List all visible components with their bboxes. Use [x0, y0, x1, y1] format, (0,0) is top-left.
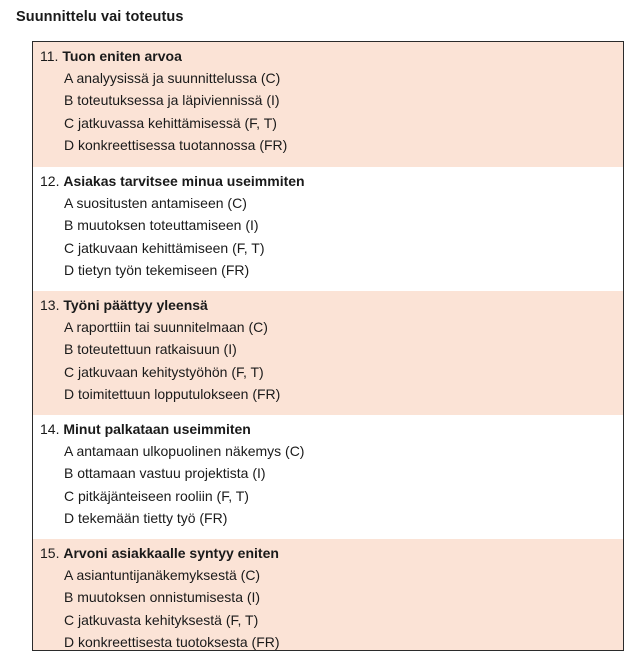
- option-a: A suositusten antamiseen (C): [64, 195, 247, 211]
- question-title: Tuon eniten arvoa: [62, 48, 182, 64]
- option-d: D toimitettuun lopputulokseen (FR): [64, 386, 281, 403]
- question-number: 11.: [40, 48, 59, 64]
- option-c: C jatkuvaan kehittämiseen (F, T): [64, 239, 265, 256]
- option-a: A asiantuntijanäkemyksestä (C): [64, 567, 261, 583]
- question-header: [33, 170, 623, 192]
- option-c: C jatkuvaan kehitystyöhön (F, T): [64, 363, 264, 380]
- option-b: B ottamaan vastuu projektista (I): [64, 465, 266, 482]
- page-title: Suunnittelu vai toteutus: [16, 9, 184, 25]
- question-title: Työni päättyy yleensä: [63, 297, 208, 313]
- option-b: B toteutettuun ratkaisuun (I): [64, 341, 237, 358]
- option-b: B muutoksen onnistumisesta (I): [64, 589, 261, 606]
- question-header: [33, 542, 623, 564]
- option-list: [33, 67, 623, 157]
- question-block-13: [33, 291, 623, 415]
- question-header: [33, 294, 623, 316]
- question-block-14: [33, 415, 623, 539]
- option-b: B muutoksen toteuttamiseen (I): [64, 217, 259, 234]
- option-list: [33, 440, 623, 530]
- question-number: 12.: [40, 173, 60, 189]
- question-table: [32, 41, 624, 651]
- question-number: 14.: [40, 421, 60, 437]
- question-block-15: [33, 539, 623, 650]
- question-block-11: [33, 42, 623, 167]
- option-b: B toteutuksessa ja läpiviennissä (I): [64, 92, 280, 109]
- option-d: D tietyn työn tekemiseen (FR): [64, 262, 250, 279]
- question-title: Asiakas tarvitsee minua useimmiten: [63, 173, 305, 189]
- question-title: Arvoni asiakkaalle syntyy eniten: [63, 545, 279, 561]
- question-header: [33, 418, 623, 440]
- option-a: A antamaan ulkopuolinen näkemys (C): [64, 443, 305, 459]
- option-d: D konkreettisesta tuotoksesta (FR): [64, 634, 280, 651]
- option-d: D tekemään tietty työ (FR): [64, 510, 228, 527]
- question-number: 13.: [40, 297, 60, 313]
- option-list: [33, 316, 623, 406]
- question-header: [33, 45, 623, 67]
- option-c: C pitkäjänteiseen rooliin (F, T): [64, 487, 249, 504]
- question-number: 15.: [40, 545, 60, 561]
- question-block-12: [33, 167, 623, 291]
- option-d: D konkreettisessa tuotannossa (FR): [64, 137, 288, 154]
- option-c: C jatkuvasta kehityksestä (F, T): [64, 611, 259, 628]
- option-a: A analyysissä ja suunnittelussa (C): [64, 70, 281, 86]
- option-c: C jatkuvassa kehittämisessä (F, T): [64, 114, 277, 131]
- question-title: Minut palkataan useimmiten: [63, 421, 251, 437]
- option-list: [33, 564, 623, 654]
- option-list: [33, 192, 623, 282]
- option-a: A raporttiin tai suunnitelmaan (C): [64, 319, 268, 335]
